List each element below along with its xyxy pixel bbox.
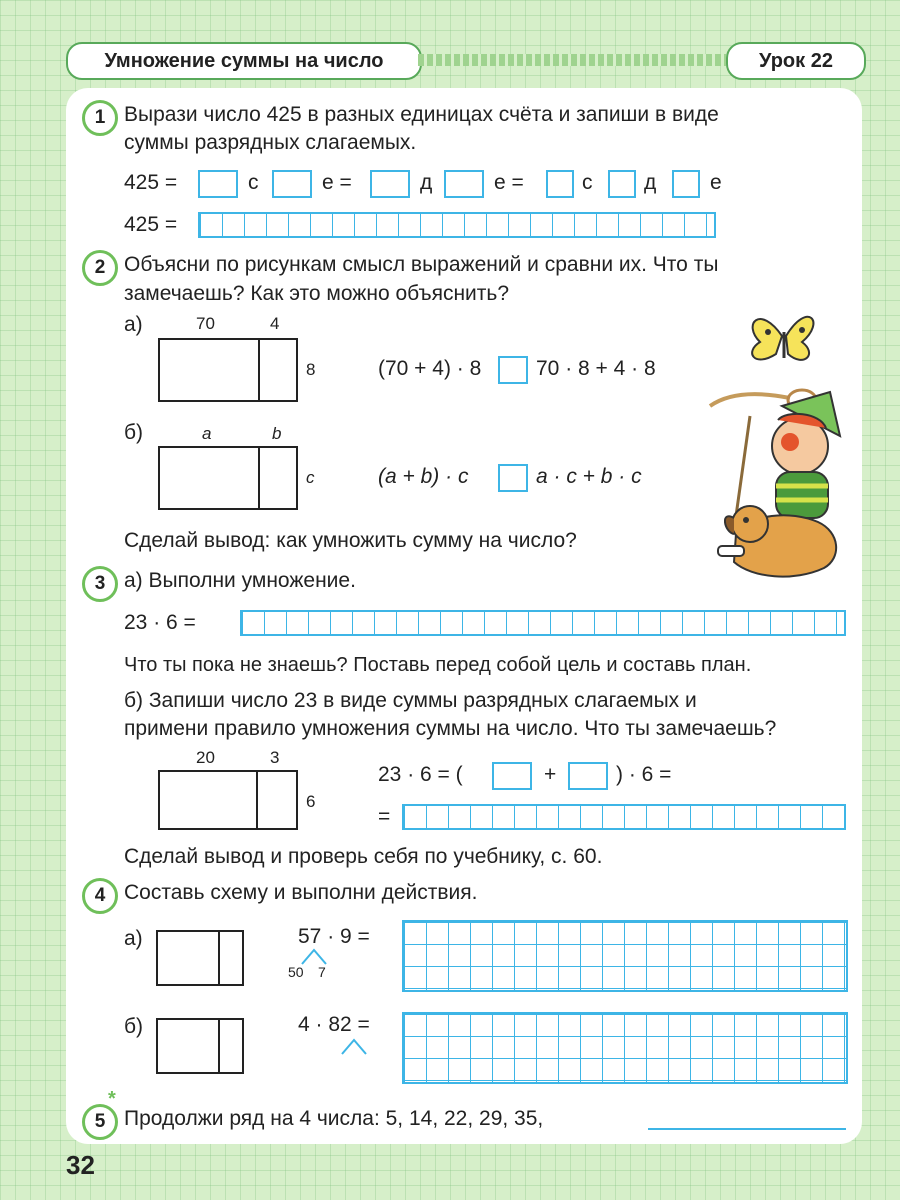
task5-text: Продолжи ряд на 4 числа: 5, 14, 22, 29, 35, bbox=[124, 1107, 544, 1130]
subtask-label-a: а) bbox=[124, 927, 143, 950]
subtask-label-b: б) bbox=[124, 421, 144, 444]
task3b-text-line1: б) Запиши число 23 в виде суммы разрядных слагаемых и bbox=[124, 689, 697, 712]
diagram-top-label: 70 bbox=[196, 314, 215, 333]
expression-left: (70 + 4) · 8 bbox=[378, 357, 482, 380]
split-caret-icon bbox=[298, 946, 358, 966]
task4b-expression: 4 · 82 = bbox=[298, 1013, 370, 1036]
answer-box-hundreds[interactable] bbox=[198, 170, 238, 198]
expression-left: (a + b) · c bbox=[378, 465, 469, 488]
split-caret-icon bbox=[340, 1036, 380, 1056]
task3-check: Сделай вывод и проверь себя по учебнику, с. 60. bbox=[124, 845, 603, 868]
expression-right: 70 · 8 + 4 · 8 bbox=[536, 357, 656, 380]
diagram-top-label: 4 bbox=[270, 314, 280, 333]
answer-line[interactable] bbox=[648, 1124, 846, 1130]
task-number-4: 4 bbox=[82, 878, 118, 914]
unit-label: д bbox=[420, 171, 433, 194]
comparison-box[interactable] bbox=[498, 356, 528, 384]
answer-box-tens[interactable] bbox=[370, 170, 410, 198]
task3a-text: а) Выполни умножение. bbox=[124, 569, 356, 592]
task4-text: Составь схему и выполни действия. bbox=[124, 881, 478, 904]
task1-text-line1: Вырази число 425 в разных единицах счёта и запиши в виде bbox=[124, 103, 719, 126]
task-number-5: 5 bbox=[82, 1104, 118, 1140]
answer-box-ones[interactable] bbox=[672, 170, 700, 198]
comparison-box[interactable] bbox=[498, 464, 528, 492]
task3-question: Что ты пока не знаешь? Поставь перед собой цель и составь план. bbox=[124, 654, 752, 676]
answer-box-hundreds[interactable] bbox=[546, 170, 574, 198]
unit-label: с bbox=[582, 171, 593, 194]
unit-label: е = bbox=[494, 171, 524, 194]
task1-row1-lhs: 425 = bbox=[124, 171, 178, 194]
task4a-expression: 57 · 9 = bbox=[298, 925, 370, 948]
task-number-3: 3 bbox=[82, 566, 118, 602]
calculation-grid-b[interactable] bbox=[402, 1012, 848, 1084]
diagram-side-label: 8 bbox=[306, 360, 316, 379]
task3b-expression-start: 23 · 6 = ( bbox=[378, 763, 463, 786]
scheme-box-a[interactable] bbox=[156, 930, 244, 986]
page-number: 32 bbox=[66, 1150, 95, 1180]
diagram-side-label: c bbox=[306, 468, 315, 487]
unit-label: с bbox=[248, 171, 259, 194]
answer-strip[interactable] bbox=[240, 610, 846, 636]
diagram-top-label: 20 bbox=[196, 748, 215, 767]
answer-box-tens[interactable] bbox=[608, 170, 636, 198]
clown-dog-illustration bbox=[690, 296, 860, 596]
butterfly-icon bbox=[752, 317, 813, 360]
scheme-box-b[interactable] bbox=[156, 1018, 244, 1074]
tens-addend-box[interactable] bbox=[492, 762, 532, 790]
task2-text-line1: Объясни по рисункам смысл выражений и сравни их. Что ты bbox=[124, 253, 719, 276]
task2-text-line2: замечаешь? Как это можно объяснить? bbox=[124, 282, 510, 305]
star-mark: * bbox=[108, 1088, 116, 1110]
subtask-label-b: б) bbox=[124, 1015, 144, 1038]
task3b-text-line2: примени правило умножения суммы на число. Что ты замечаешь? bbox=[124, 717, 777, 740]
unit-label: е bbox=[710, 171, 722, 194]
plus-sign: + bbox=[544, 763, 557, 786]
expression-right: a · c + b · c bbox=[536, 465, 642, 488]
diagram-top-label: a bbox=[202, 424, 212, 443]
unit-label: д bbox=[644, 171, 657, 194]
area-diagram-a bbox=[158, 338, 298, 402]
area-diagram-23x6 bbox=[158, 770, 298, 830]
split-value: 7 bbox=[318, 964, 326, 980]
task2-conclusion: Сделай вывод: как умножить сумму на число? bbox=[124, 529, 577, 552]
diagram-side-label: 6 bbox=[306, 792, 316, 811]
task3b-expression-end: ) · 6 = bbox=[616, 763, 672, 786]
area-diagram-b bbox=[158, 446, 298, 510]
answer-box-ones[interactable] bbox=[444, 170, 484, 198]
equals-sign: = bbox=[378, 805, 391, 828]
subtask-label-a: а) bbox=[124, 313, 143, 336]
task1-row2-lhs: 425 = bbox=[124, 213, 178, 236]
task-number-1: 1 bbox=[82, 100, 118, 136]
diagram-top-label: 3 bbox=[270, 748, 280, 767]
answer-strip[interactable] bbox=[402, 804, 846, 830]
diagram-top-label: b bbox=[272, 424, 282, 443]
answer-box-ones[interactable] bbox=[272, 170, 312, 198]
unit-label: е = bbox=[322, 171, 352, 194]
task-number-2: 2 bbox=[82, 250, 118, 286]
calculation-grid-a[interactable] bbox=[402, 920, 848, 992]
answer-strip[interactable] bbox=[198, 212, 716, 238]
clown-icon bbox=[710, 390, 840, 518]
lesson-badge: Урок 22 bbox=[726, 42, 866, 80]
task3a-expression: 23 · 6 = bbox=[124, 611, 196, 634]
task1-text-line2: суммы разрядных слагаемых. bbox=[124, 131, 417, 154]
title-decoration bbox=[418, 54, 726, 66]
page-title: Умножение суммы на число bbox=[66, 42, 422, 80]
ones-addend-box[interactable] bbox=[568, 762, 608, 790]
split-value: 50 bbox=[288, 964, 304, 980]
